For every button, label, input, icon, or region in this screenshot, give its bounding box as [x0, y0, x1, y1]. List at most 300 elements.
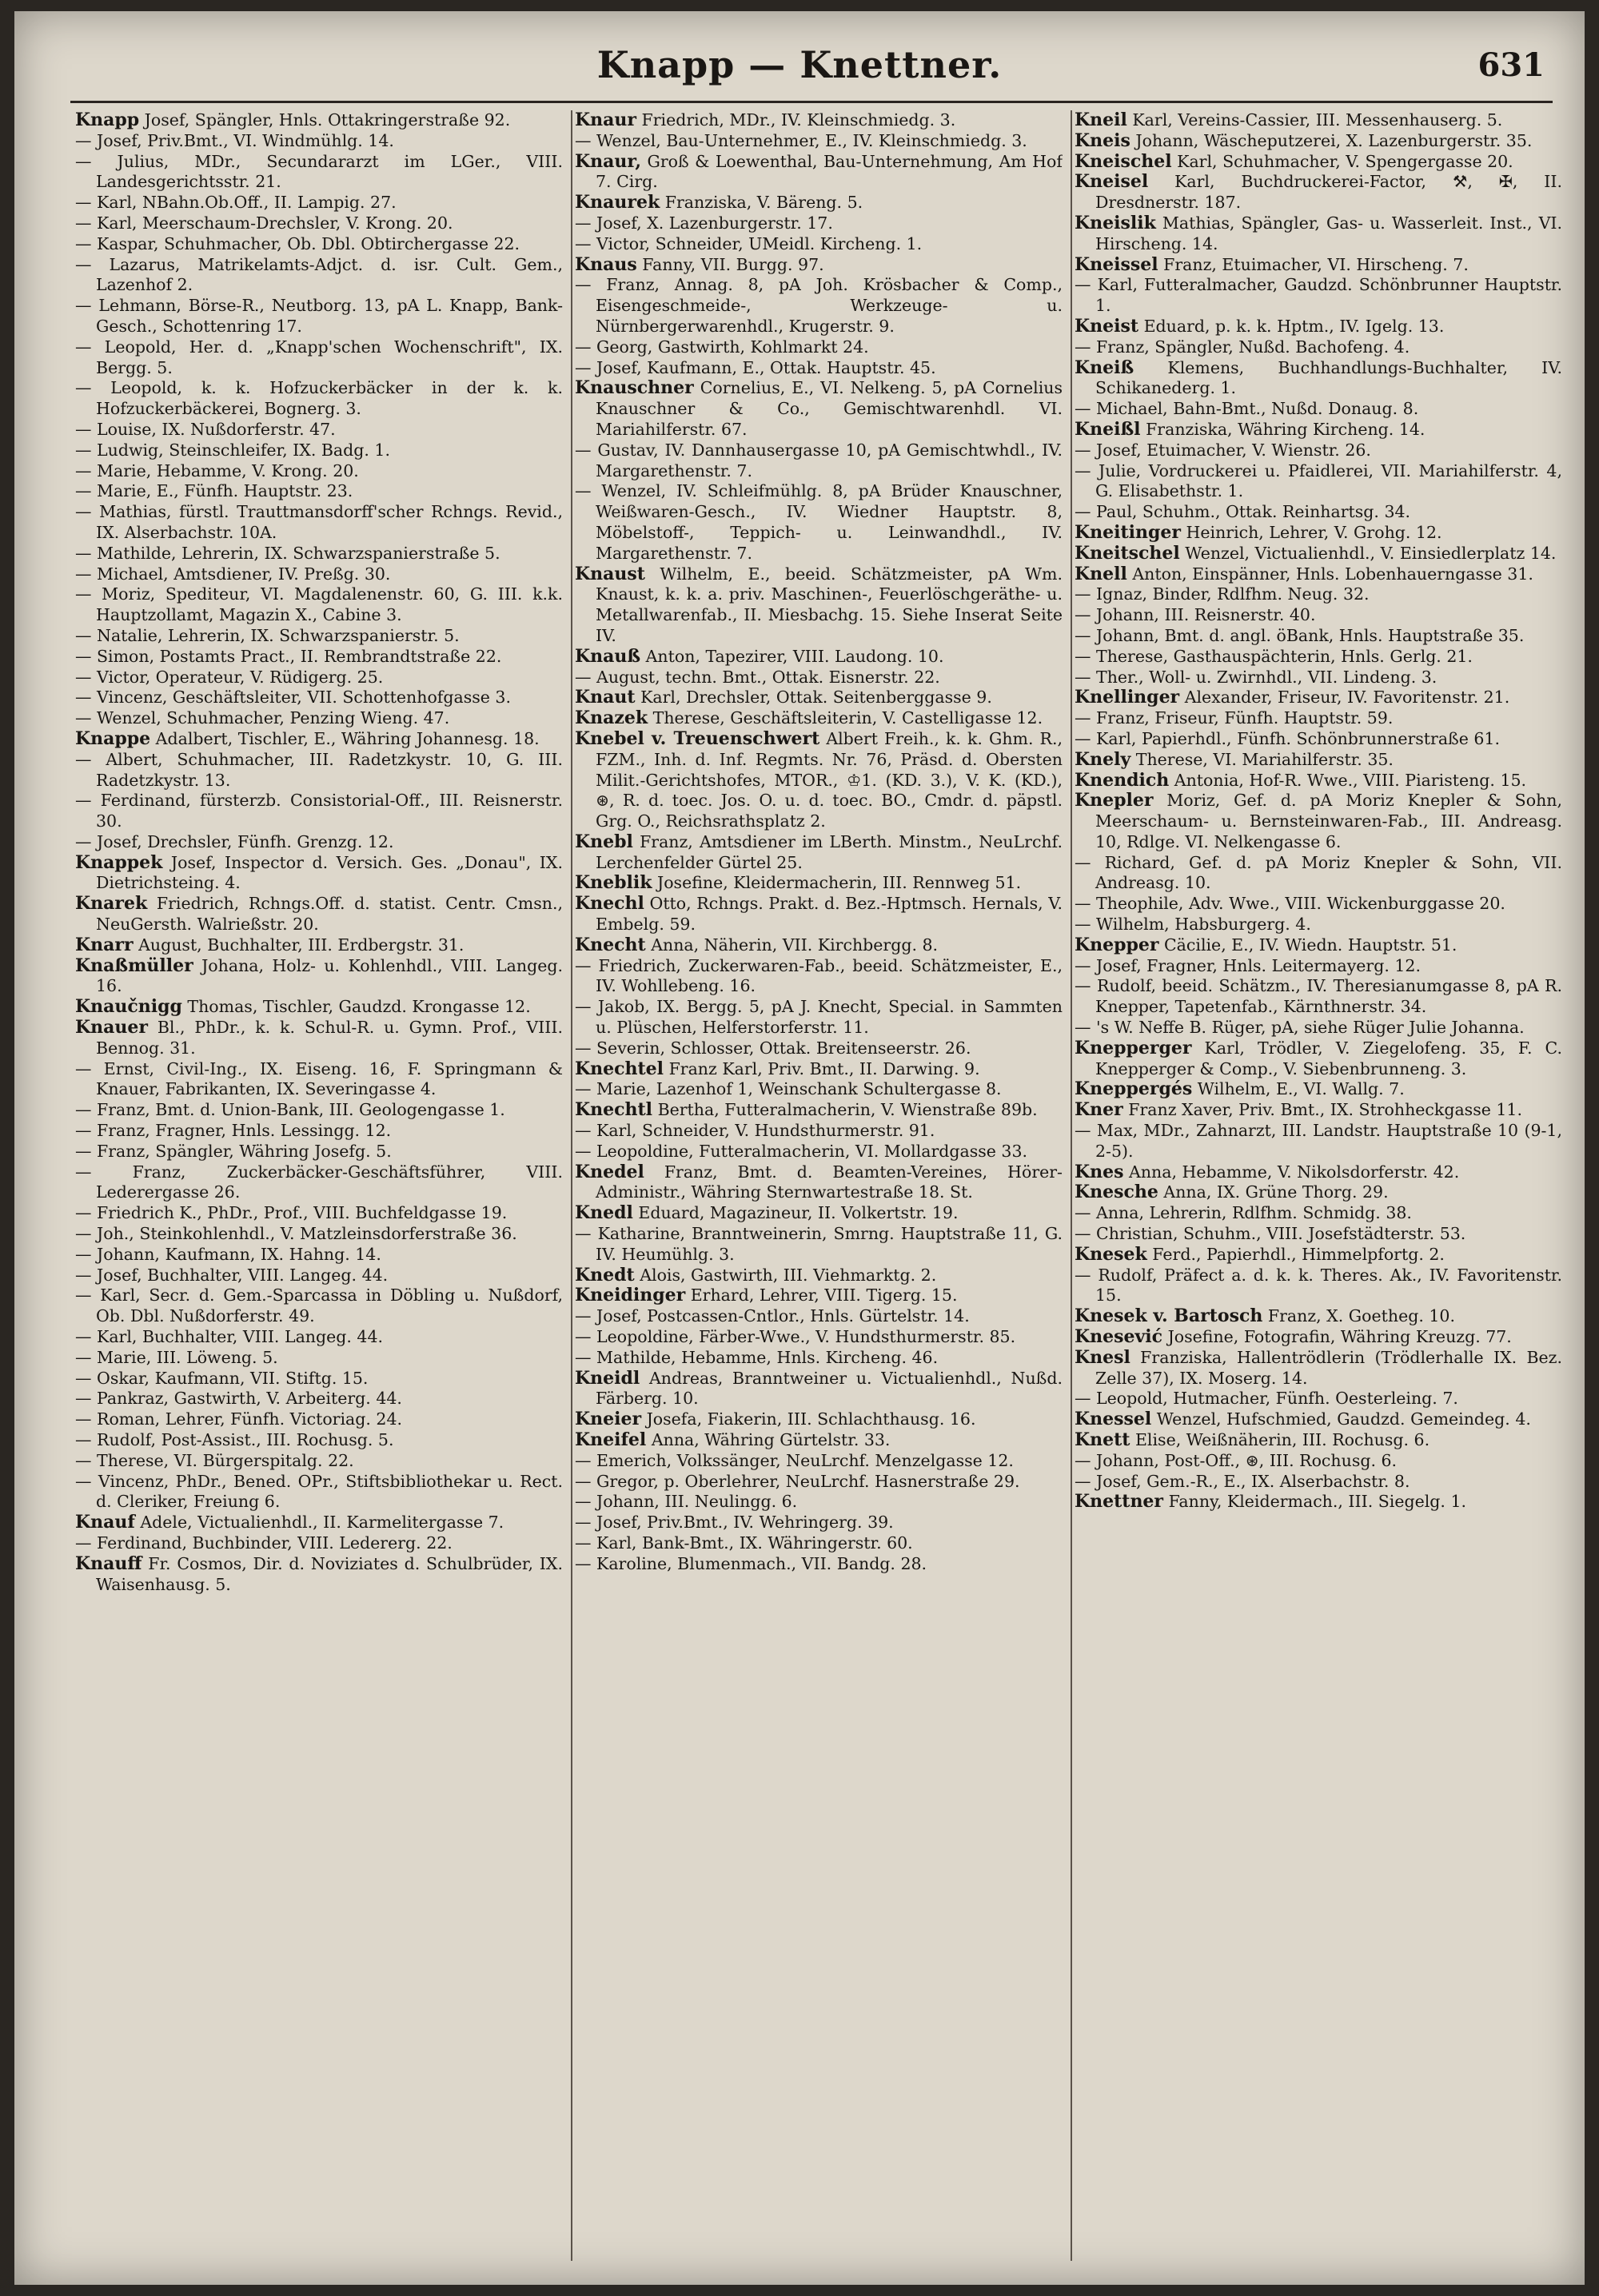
entry-details: — Marie, E., Fünfh. Hauptstr. 23. [75, 481, 353, 501]
directory-entry [75, 668, 563, 688]
entry-details: Karl, Vereins-Cassier, III. Messenhauserg. 5. [1132, 110, 1503, 130]
entry-details: — Theophile, Adv. Wwe., VIII. Wickenburggasse 20. [1075, 894, 1505, 914]
entry-details: — Josef, Priv.Bmt., VI. Windmühlg. 14. [75, 130, 394, 150]
entry-details: Johann, Wäscheputzerei, X. Lazenburgerstr. 35. [1135, 130, 1533, 150]
directory-entry [575, 1142, 1063, 1162]
entry-details: — Lazarus, Matrikelamts-Adjct. d. isr. Cult. Gem., Lazenhof 2. [75, 254, 563, 295]
directory-entry [575, 1038, 1063, 1059]
directory-entry [75, 1059, 563, 1101]
entry-surname: Knauf [75, 1512, 135, 1533]
entry-details: — Ther., Woll- u. Zwirnhdl., VII. Lindeng. 3. [1075, 667, 1438, 687]
directory-entry [575, 1451, 1063, 1472]
directory-entry [75, 502, 563, 544]
directory-entry [1075, 1245, 1562, 1266]
directory-entry [1075, 152, 1562, 173]
entry-surname: Knedt [575, 1264, 635, 1286]
entry-details: Antonia, Hof-R. Wwe., VIII. Piaristeng. 15. [1174, 770, 1527, 790]
entry-details: — Lehmann, Börse-R., Neutborg. 13, pA L. Knapp, Bank-Gesch., Schottenring 17. [75, 296, 563, 336]
directory-entry [1075, 853, 1562, 895]
entry-details: — Leopold, Hutmacher, Fünfh. Oesterleing. 7. [1075, 1389, 1458, 1409]
directory-entry [1075, 584, 1562, 605]
entry-details: — Rudolf, beeid. Schätzm., IV. Theresianumgasse 8, pA R. Knepper, Tapetenfab., Kärnthnerstr. 34. [1075, 976, 1562, 1017]
entry-surname: Kneis [1075, 130, 1130, 151]
header-rule [70, 101, 1553, 103]
directory-entry [75, 1121, 563, 1142]
entry-surname: Kneblik [575, 872, 652, 894]
directory-entry [575, 1059, 1063, 1080]
entry-details: Bl., PhDr., k. k. Schul-R. u. Gymn. Prof., VIII. Bennog. 31. [96, 1018, 563, 1058]
directory-entry [1075, 1038, 1562, 1080]
entry-details: — Friedrich K., PhDr., Prof., VIII. Buchfeldgasse 19. [75, 1203, 508, 1223]
column-divider [1071, 110, 1072, 2261]
directory-entry [75, 1286, 563, 1327]
directory-entry [75, 152, 563, 193]
directory-entry [575, 956, 1063, 998]
entry-details: — Christian, Schuhm., VIII. Josefstädterstr. 53. [1075, 1224, 1466, 1244]
directory-entry [575, 1472, 1063, 1493]
entry-details: Cornelius, E., VI. Nelkeng. 5, pA Cornelius Knauschner & Co., Gemischtwarenhdl. VI. Mariahilferstr. 67. [596, 378, 1063, 439]
column-2 [575, 110, 1063, 2269]
entry-surname: Knaßmüller [75, 955, 193, 976]
entry-details: — Emerich, Volkssänger, NeuLrchf. Menzelgasse 12. [575, 1450, 1014, 1470]
entry-details: — Johann, Bmt. d. angl. öBank, Hnls. Hauptstraße 35. [1075, 625, 1525, 645]
entry-details: — Friedrich, Zuckerwaren-Fab., beeid. Schätzmeister, E., IV. Wohllebeng. 16. [575, 955, 1063, 996]
entry-details: — August, techn. Bmt., Ottak. Eisnerstr. 22. [575, 667, 940, 687]
entry-details: — Victor, Schneider, UMeidl. Kircheng. 1. [575, 233, 923, 253]
directory-entry [575, 110, 1063, 131]
page-header [14, 43, 1585, 99]
entry-details: Josef, Inspector d. Versich. Ges. „Donau", IX. Dietrichsteing. 4. [96, 852, 563, 893]
entry-details: — Roman, Lehrer, Fünfh. Victoriag. 24. [75, 1409, 402, 1429]
entry-surname: Knauff [75, 1553, 142, 1574]
directory-entry [575, 440, 1063, 482]
entry-details: — Jakob, IX. Bergg. 5, pA J. Knecht, Special. in Sammten u. Plüschen, Helferstorferstr. 11. [575, 997, 1063, 1038]
directory-entry [75, 1389, 563, 1409]
directory-entry [575, 337, 1063, 358]
entry-details: Johana, Holz- u. Kohlenhdl., VIII. Langeg. 16. [96, 955, 563, 996]
directory-entry [75, 296, 563, 337]
entry-surname: Kneitinger [1075, 521, 1181, 543]
directory-entry [75, 110, 563, 131]
entry-surname: Knepler [1075, 790, 1154, 811]
entry-surname: Kneier [575, 1409, 642, 1430]
entry-details: — Wilhelm, Habsburgerg. 4. [1075, 915, 1311, 935]
directory-entry [75, 378, 563, 420]
directory-entry [75, 1409, 563, 1430]
directory-entry [575, 1513, 1063, 1533]
entry-details: Karl, Trödler, V. Ziegelofeng. 35, F. C. Knepperger & Comp., V. Siebenbrunneng. 3. [1095, 1038, 1562, 1078]
entry-surname: Knepper [1075, 934, 1159, 955]
directory-entry [1075, 668, 1562, 688]
entry-details: Therese, VI. Mariahilferstr. 35. [1135, 749, 1394, 769]
entry-details: — Josef, X. Lazenburgerstr. 17. [575, 213, 833, 233]
directory-entry [1075, 440, 1562, 461]
entry-details: — Oskar, Kaufmann, VII. Stiftg. 15. [75, 1368, 369, 1388]
directory-entry [75, 750, 563, 791]
entry-surname: Knesević [1075, 1326, 1163, 1348]
directory-entry [1075, 131, 1562, 152]
entry-surname: Kneissel [1075, 253, 1158, 275]
directory-entry [1075, 523, 1562, 544]
entry-details: — Josef, Buchhalter, VIII. Langeg. 44. [75, 1265, 389, 1285]
entry-details: Anna, Währing Gürtelstr. 33. [651, 1430, 891, 1449]
entry-details: Franz, Etuimacher, VI. Hirscheng. 7. [1163, 254, 1469, 274]
directory-entry [75, 647, 563, 668]
directory-entry [75, 1513, 563, 1533]
entry-surname: Knett [1075, 1429, 1130, 1450]
entry-details: Karl, Schuhmacher, V. Spengergasse 20. [1177, 151, 1513, 171]
directory-entry [1075, 1472, 1562, 1493]
entry-details: Albert Freih., k. k. Ghm. R., FZM., Inh. d. Inf. Regmts. Nr. 76, Präsd. d. Obersten Milit.-Gerichtshofes, MTOR., ♔1. (KD. 3.), V. K. (KD.), ⊛, R. d. toec. Jos. O. u. d. toec. BO., Cmdr. d. päpstl. Grg. O., Reichsrathsplatz 2. [596, 728, 1063, 831]
directory-entry [75, 997, 563, 1018]
directory-entry [75, 935, 563, 956]
directory-entry [75, 234, 563, 255]
entry-surname: Knaust [575, 563, 645, 584]
entry-details: — Louise, IX. Nußdorferstr. 47. [75, 419, 336, 439]
entry-surname: Knely [1075, 748, 1131, 770]
entry-details: — Wenzel, Bau-Unternehmer, E., IV. Kleinschmiedg. 3. [575, 130, 1027, 150]
directory-entry [1075, 771, 1562, 791]
directory-entry [1075, 1079, 1562, 1100]
entry-details: — Franz, Friseur, Fünfh. Hauptstr. 59. [1075, 708, 1394, 728]
directory-entry [575, 873, 1063, 894]
directory-columns [75, 110, 1562, 2269]
entry-details: — Ignaz, Binder, Rdlfhm. Neug. 32. [1075, 584, 1370, 604]
directory-entry [1075, 1266, 1562, 1307]
entry-details: — Ernst, Civil-Ing., IX. Eiseng. 16, F. Springmann & Knauer, Fabrikanten, IX. Severingasse 4. [75, 1058, 563, 1099]
directory-entry [1075, 976, 1562, 1018]
entry-details: Anna, Hebamme, V. Nikolsdorferstr. 42. [1129, 1162, 1460, 1182]
entry-details: — Pankraz, Gastwirth, V. Arbeiterg. 44. [75, 1389, 402, 1409]
directory-entry [575, 1492, 1063, 1513]
directory-entry [575, 708, 1063, 729]
entry-details: — Johann, Post-Off., ⊛, III. Rochusg. 6. [1075, 1450, 1398, 1470]
directory-entry [575, 647, 1063, 668]
entry-details: — Therese, VI. Bürgerspitalg. 22. [75, 1450, 354, 1470]
entry-details: Anna, IX. Grüne Thorg. 29. [1163, 1182, 1389, 1202]
directory-entry [75, 708, 563, 729]
entry-details: — Wenzel, Schuhmacher, Penzing Wieng. 47. [75, 708, 450, 728]
directory-entry [1075, 399, 1562, 420]
entry-surname: Knesl [1075, 1346, 1130, 1368]
entry-details: — Leopold, k. k. Hofzuckerbäcker in der k. k. Hofzuckerbäckerei, Bognerg. 3. [75, 378, 563, 419]
directory-entry [575, 1162, 1063, 1204]
entry-details: — Karl, NBahn.Ob.Off., II. Lampig. 27. [75, 193, 397, 213]
entry-surname: Knettner [1075, 1491, 1164, 1513]
directory-entry [1075, 544, 1562, 564]
entry-surname: Kneidl [575, 1367, 640, 1389]
entry-details: — Leopoldine, Futteralmacherin, VI. Mollardgasse 33. [575, 1141, 1028, 1161]
entry-details: Karl, Drechsler, Ottak. Seitenberggasse 9. [640, 688, 992, 708]
directory-entry [575, 564, 1063, 647]
entry-details: Andreas, Branntweiner u. Victualienhdl., Nußd. Färberg. 10. [596, 1368, 1063, 1409]
entry-details: — Ferdinand, fürsterzb. Consistorial-Off., III. Reisnerstr. 30. [75, 791, 563, 831]
directory-entry [75, 853, 563, 895]
entry-details: — Leopoldine, Färber-Wwe., V. Hundsthurmerstr. 85. [575, 1327, 1016, 1347]
column-divider [571, 110, 572, 2261]
entry-details: — Mathilde, Lehrerin, IX. Schwarzspanierstraße 5. [75, 543, 500, 563]
entry-details: Josefa, Fiakerin, III. Schlachthausg. 16. [646, 1409, 976, 1429]
entry-details: — Julius, MDr., Secundararzt im LGer., VIII. Landesgerichtsstr. 21. [75, 151, 563, 192]
entry-surname: Knebl [575, 831, 633, 852]
directory-entry [1075, 915, 1562, 935]
entry-details: Groß & Loewenthal, Bau-Unternehmung, Am Hof 7. Cirg. [596, 151, 1063, 192]
entry-details: — Julie, Vordruckerei u. Pfaidlerei, VII. Mariahilferstr. 4, G. Elisabethstr. 1. [1075, 460, 1562, 501]
directory-entry [1075, 255, 1562, 276]
directory-entry [575, 152, 1063, 193]
entry-surname: Knarek [75, 893, 148, 915]
entry-details: — Karl, Futteralmacher, Gaudzd. Schönbrunner Hauptstr. 1. [1075, 275, 1562, 316]
entry-details: — Franz, Annag. 8, pA Joh. Krösbacher & Comp., Eisengeschmeide-, Werkzeuge- u. Nürnbergerwarenhdl., Krugerstr. 9. [575, 275, 1063, 336]
entry-surname: Kneisel [1075, 171, 1149, 193]
entry-surname: Knell [1075, 563, 1127, 584]
entry-details: — Gustav, IV. Dannhausergasse 10, pA Gemischtwhdl., IV. Margarethenstr. 7. [575, 440, 1063, 480]
directory-entry [1075, 172, 1562, 213]
directory-entry [75, 832, 563, 853]
entry-details: — Franz, Spängler, Währing Josefg. 5. [75, 1141, 392, 1161]
entry-details: — Therese, Gasthauspächterin, Hnls. Gerlg. 21. [1075, 646, 1473, 666]
directory-entry [75, 1554, 563, 1596]
directory-entry [1075, 894, 1562, 915]
directory-entry [75, 584, 563, 626]
directory-entry [1075, 1389, 1562, 1409]
entry-details: Cäcilie, E., IV. Wiedn. Hauptstr. 51. [1164, 935, 1457, 955]
entry-surname: Kneischel [1075, 150, 1172, 172]
entry-surname: Knedel [575, 1161, 644, 1182]
entry-surname: Knauschner [575, 377, 694, 399]
entry-details: Friedrich, MDr., IV. Kleinschmiedg. 3. [641, 110, 956, 130]
directory-entry [1075, 1306, 1562, 1327]
entry-details: Elise, Weißnäherin, III. Rochusg. 6. [1134, 1430, 1430, 1449]
entry-details: — Mathias, fürstl. Trauttmansdorff'scher Rchngs. Revid., IX. Alserbachstr. 10A. [75, 502, 563, 542]
directory-entry [575, 275, 1063, 337]
entry-surname: Knarr [75, 934, 134, 955]
entry-surname: Kneifel [575, 1429, 647, 1450]
directory-entry [75, 956, 563, 998]
directory-entry [1075, 1182, 1562, 1203]
directory-entry [1075, 605, 1562, 626]
entry-details: Otto, Rchngs. Prakt. d. Bez.-Hptmsch. Hernals, V. Embelg. 59. [596, 894, 1063, 935]
directory-entry [75, 440, 563, 461]
directory-entry [1075, 729, 1562, 750]
directory-entry [1075, 1430, 1562, 1451]
entry-details: Friedrich, Rchngs.Off. d. statist. Centr. Cmsn., NeuGersth. Walrießstr. 20. [96, 894, 563, 935]
directory-entry [575, 131, 1063, 152]
entry-details: — Josef, Priv.Bmt., IV. Wehringerg. 39. [575, 1513, 894, 1533]
directory-entry [75, 1369, 563, 1389]
entry-surname: Knappek [75, 851, 163, 873]
directory-entry [1075, 213, 1562, 255]
directory-entry [1075, 1492, 1562, 1513]
directory-entry [575, 1409, 1063, 1430]
entry-surname: Knechl [575, 893, 644, 915]
entry-details: Karl, Buchdruckerei-Factor, ⚒, ✠, II. Dresdnerstr. 187. [1095, 172, 1562, 213]
directory-entry [1075, 502, 1562, 523]
entry-surname: Kneislik [1075, 212, 1156, 233]
entry-details: — Natalie, Lehrerin, IX. Schwarzspanierstr. 5. [75, 625, 460, 645]
directory-entry [575, 255, 1063, 276]
entry-surname: Kneiß [1075, 357, 1134, 378]
entry-details: — Josef, Etuimacher, V. Wienstr. 26. [1075, 440, 1371, 460]
entry-details: Wilhelm, E., VI. Wallg. 7. [1197, 1079, 1405, 1099]
entry-details: Josefine, Fotografin, Währing Kreuzg. 77. [1167, 1327, 1512, 1347]
entry-details: — Karl, Bank-Bmt., IX. Währingerstr. 60. [575, 1533, 913, 1553]
directory-entry [575, 378, 1063, 440]
directory-entry [575, 935, 1063, 956]
entry-details: Adalbert, Tischler, E., Währing Johannesg. 18. [155, 728, 540, 748]
entry-details: Mathias, Spängler, Gas- u. Wasserleit. Inst., VI. Hirscheng. 14. [1095, 213, 1562, 253]
entry-details: — Karl, Schneider, V. Hundsthurmerstr. 91. [575, 1121, 935, 1141]
entry-details: — Moriz, Spediteur, VI. Magdalenenstr. 60, G. III. k.k. Hauptzollamt, Magazin X., Cabine 3. [75, 584, 563, 625]
entry-surname: Knaur [575, 110, 636, 130]
directory-entry [575, 1554, 1063, 1575]
entry-details: — Max, MDr., Zahnarzt, III. Landstr. Hauptstraße 10 (9-1, 2-5). [1075, 1121, 1562, 1161]
entry-details: — Franz, Bmt. d. Union-Bank, III. Geologengasse 1. [75, 1100, 505, 1120]
entry-details: Fanny, VII. Burgg. 97. [642, 254, 824, 274]
entry-details: — Johann, III. Neulingg. 6. [575, 1492, 798, 1512]
entry-surname: Knebel v. Treuenschwert [575, 727, 820, 749]
entry-details: — 's W. Neffe B. Rüger, pA, siehe Rüger Julie Johanna. [1075, 1018, 1525, 1038]
entry-details: — Josef, Kaufmann, E., Ottak. Hauptstr. 45. [575, 357, 936, 377]
entry-surname: Knauer [75, 1017, 148, 1038]
entry-surname: Knedl [575, 1202, 633, 1224]
entry-surname: Knapp [75, 110, 140, 130]
entry-details: Ferd., Papierhdl., Himmelpfortg. 2. [1152, 1244, 1445, 1264]
directory-entry [575, 1533, 1063, 1554]
directory-entry [575, 1121, 1063, 1142]
directory-entry [75, 337, 563, 379]
directory-entry [75, 564, 563, 585]
directory-entry [1075, 275, 1562, 317]
directory-entry [1075, 1224, 1562, 1245]
entry-surname: Knes [1075, 1161, 1124, 1182]
entry-details: Wilhelm, E., beeid. Schätzmeister, pA Wm. Knaust, k. k. a. priv. Maschinen-, Feuerlöschgeräthe- u. Metallwarenfab., II. Miesbachg. 15. Siehe Inserat Seite IV. [596, 564, 1063, 645]
directory-entry [575, 234, 1063, 255]
directory-entry [75, 626, 563, 647]
directory-entry [75, 894, 563, 935]
directory-entry [75, 1203, 563, 1224]
entry-surname: Knesek [1075, 1243, 1147, 1265]
entry-details: — Franz, Spängler, Nußd. Bachofeng. 4. [1075, 337, 1410, 357]
entry-details: — Wenzel, IV. Schleifmühlg. 8, pA Brüder Knauschner, Weißwaren-Gesch., IV. Wiedner Hauptstr. 8, Möbelstoff-, Teppich- u. Leinwandhdl., IV. Margarethenstr. 7. [575, 481, 1063, 563]
directory-entry [575, 997, 1063, 1038]
entry-surname: Knessel [1075, 1409, 1152, 1430]
entry-surname: Knaurek [575, 192, 660, 213]
directory-entry [1075, 1348, 1562, 1389]
entry-details: — Michael, Amtsdiener, IV. Preßg. 30. [75, 564, 391, 584]
directory-entry [575, 894, 1063, 935]
entry-details: Heinrich, Lehrer, V. Grohg. 12. [1186, 522, 1442, 542]
directory-entry [575, 358, 1063, 379]
entry-details: — Anna, Lehrerin, Rdlfhm. Schmidg. 38. [1075, 1203, 1412, 1223]
entry-details: — Michael, Bahn-Bmt., Nußd. Donaug. 8. [1075, 399, 1419, 419]
directory-entry [575, 213, 1063, 234]
entry-details: — Paul, Schuhm., Ottak. Reinhartsg. 34. [1075, 502, 1411, 522]
entry-details: — Josef, Postcassen-Cntlor., Hnls. Gürtelstr. 14. [575, 1306, 970, 1326]
directory-entry [1075, 564, 1562, 585]
directory-entry [575, 832, 1063, 874]
entry-surname: Knesek v. Bartosch [1075, 1305, 1263, 1327]
entry-surname: Knappe [75, 727, 151, 749]
entry-details: — Marie, Hebamme, V. Krong. 20. [75, 460, 359, 480]
entry-details: Franziska, Hallentrödlerin (Trödlerhalle IX. Bez. Zelle 37), IX. Moserg. 14. [1095, 1347, 1562, 1388]
entry-details: — Josef, Drechsler, Fünfh. Grenzg. 12. [75, 831, 394, 851]
directory-entry [575, 1286, 1063, 1306]
directory-entry [75, 1327, 563, 1348]
entry-details: Franziska, Währing Kircheng. 14. [1146, 419, 1426, 439]
directory-entry [1075, 358, 1562, 400]
entry-details: Franziska, V. Bäreng. 5. [664, 193, 863, 213]
entry-surname: Knazek [575, 708, 648, 729]
directory-entry [75, 688, 563, 708]
entry-details: Anton, Tapezirer, VIII. Laudong. 10. [645, 646, 944, 666]
entry-details: Wenzel, Victualienhdl., V. Einsiedlerplatz 14. [1185, 543, 1557, 563]
entry-details: Franz, Amtsdiener im LBerth. Minstm., NeuLrchf. Lerchenfelder Gürtel 25. [596, 831, 1063, 872]
entry-surname: Knepperger [1075, 1037, 1192, 1058]
entry-details: Klemens, Buchhandlungs-Buchhalter, IV. Schikanederg. 1. [1095, 357, 1562, 398]
entry-surname: Kneil [1075, 110, 1127, 130]
entry-surname: Kneidinger [575, 1285, 686, 1306]
entry-details: August, Buchhalter, III. Erdbergstr. 31. [138, 935, 465, 955]
directory-entry [75, 1142, 563, 1162]
directory-entry [1075, 1451, 1562, 1472]
directory-entry [75, 1533, 563, 1554]
directory-entry [575, 668, 1063, 688]
directory-entry [1075, 750, 1562, 771]
directory-entry [575, 1348, 1063, 1369]
directory-entry [1075, 1121, 1562, 1162]
entry-details: Eduard, p. k. k. Hptm., IV. Igelg. 13. [1143, 316, 1445, 336]
entry-surname: Knendich [1075, 769, 1170, 791]
entry-details: Moriz, Gef. d. pA Moriz Knepler & Sohn, Meerschaum- u. Bernsteinwaren-Fab., III. Andreasg. 10, Rdlge. VI. Nelkengasse 6. [1095, 791, 1562, 851]
directory-entry [75, 791, 563, 832]
entry-details: Alois, Gastwirth, III. Viehmarktg. 2. [640, 1265, 937, 1285]
entry-details: — Karl, Buchhalter, VIII. Langeg. 44. [75, 1327, 384, 1347]
column-1 [75, 110, 563, 2269]
entry-details: Erhard, Lehrer, VIII. Tigerg. 15. [690, 1286, 958, 1305]
directory-entry [75, 729, 563, 750]
directory-entry [1075, 935, 1562, 956]
directory-entry [575, 1100, 1063, 1121]
entry-surname: Knecht [575, 934, 646, 955]
directory-entry [575, 1224, 1063, 1266]
entry-details: Anton, Einspänner, Hnls. Lobenhauerngasse 31. [1132, 564, 1533, 584]
entry-details: — Ludwig, Steinschleifer, IX. Badg. 1. [75, 440, 390, 460]
entry-details: — Leopold, Her. d. „Knapp'schen Wochenschrift", IX. Bergg. 5. [75, 337, 563, 377]
directory-entry [75, 1266, 563, 1286]
directory-entry [1075, 647, 1562, 668]
directory-entry [75, 1430, 563, 1451]
directory-entry [1075, 956, 1562, 977]
entry-details: — Vincenz, Geschäftsleiter, VII. Schottenhofgasse 3. [75, 688, 511, 708]
entry-surname: Kner [1075, 1099, 1123, 1121]
entry-details: — Georg, Gastwirth, Kohlmarkt 24. [575, 337, 869, 357]
directory-entry [75, 1100, 563, 1121]
entry-details: Fanny, Kleidermach., III. Siegelg. 1. [1168, 1492, 1467, 1512]
directory-entry [1075, 708, 1562, 729]
entry-details: Anna, Näherin, VII. Kirchbergg. 8. [651, 935, 939, 955]
directory-entry [1075, 337, 1562, 358]
entry-details: Franz, Bmt. d. Beamten-Vereines, Hörer-Administr., Währing Sternwartestraße 18. St. [596, 1162, 1063, 1202]
entry-surname: Knechtl [575, 1099, 653, 1121]
entry-details: — Franz, Fragner, Hnls. Lessingg. 12. [75, 1121, 392, 1141]
entry-details: Wenzel, Hufschmied, Gaudzd. Gemeindeg. 4. [1156, 1409, 1531, 1429]
entry-details: — Karl, Secr. d. Gem.-Sparcassa in Döbling u. Nußdorf, Ob. Dbl. Nußdorferstr. 49. [75, 1286, 563, 1326]
entry-details: — Johann, III. Reisnerstr. 40. [1075, 605, 1316, 625]
entry-details: — Josef, Fragner, Hnls. Leitermayerg. 12. [1075, 955, 1421, 975]
page-number: 631 [1477, 46, 1545, 84]
directory-entry [75, 544, 563, 564]
